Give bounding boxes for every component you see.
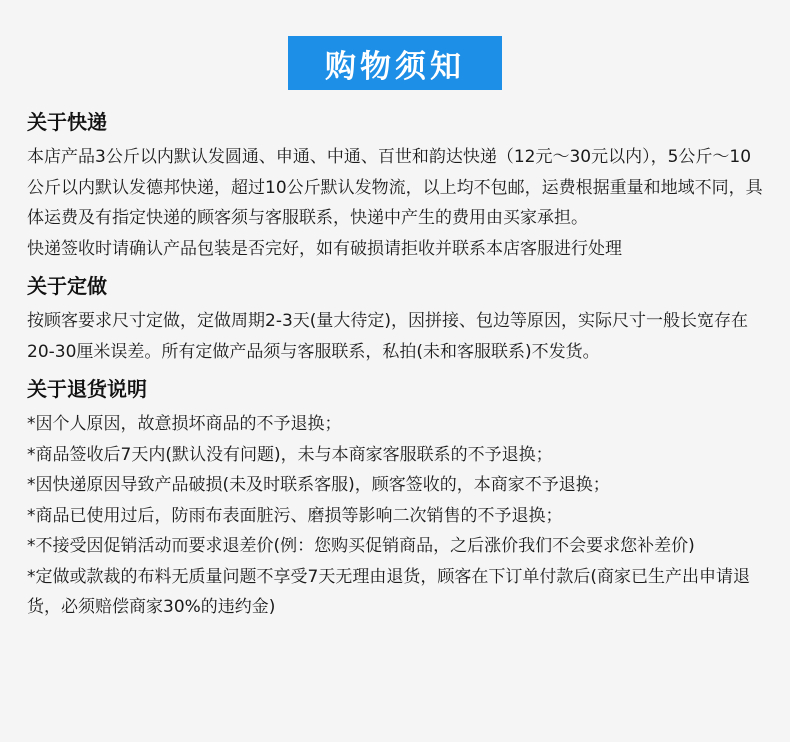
section-heading-returns: 关于退货说明 — [27, 377, 147, 401]
returns-item-3: *因快递原因导致产品破损(未及时联系客服)，顾客签收的，本商家不予退换； — [27, 475, 610, 495]
custom-paragraph: 按顾客要求尺寸定做，定做周期2-3天(量大待定)，因拼接、包边等原因，实际尺寸一般长宽存在20-30厘米误差。所有定做产品须与客服联系，私拍(未和客服联系)不发货。 — [27, 311, 749, 362]
returns-item-1: *因个人原因，故意损坏商品的不予退换； — [27, 414, 342, 434]
returns-item-4: *商品已使用过后，防雨布表面脏污、磨损等影响二次销售的不予退换； — [27, 505, 563, 526]
express-paragraph-1: 本店产品3公斤以内默认发圆通、申通、中通、百世和韵达快递（12元～30元以内），5公斤～10公斤以内默认发德邦快递，超过10公斤默认发物流，以上均不包邮，运费根据重量和地域不同，具体运费及有指定快递的顾客须与客服联系，快递中产生的费用由买家承担。 — [27, 147, 763, 228]
returns-item-5: *不接受因促销活动而要求退差价(例：您购买促销商品，之后涨价我们不会要求您补差价) — [27, 536, 695, 556]
express-paragraph-2: 快递签收时请确认产品包装是否完好，如有破损请拒收并联系本店客服进行处理 — [27, 238, 622, 259]
section-custom — [27, 272, 763, 367]
section-express — [27, 108, 763, 264]
returns-item-6: *定做或款裁的布料无质量问题不享受7天无理由退货，顾客在下订单付款后(商家已生产出申请退货，必须赔偿商家30%的违约金) — [27, 566, 750, 617]
section-heading-express: 关于快递 — [27, 110, 107, 134]
page-title: 购物须知 — [288, 36, 502, 90]
returns-item-2: *商品签收后7天内(默认没有问题)，未与本商家客服联系的不予退换； — [27, 444, 553, 465]
section-heading-custom: 关于定做 — [27, 274, 107, 298]
section-returns — [27, 375, 763, 623]
notice-content — [27, 108, 763, 623]
